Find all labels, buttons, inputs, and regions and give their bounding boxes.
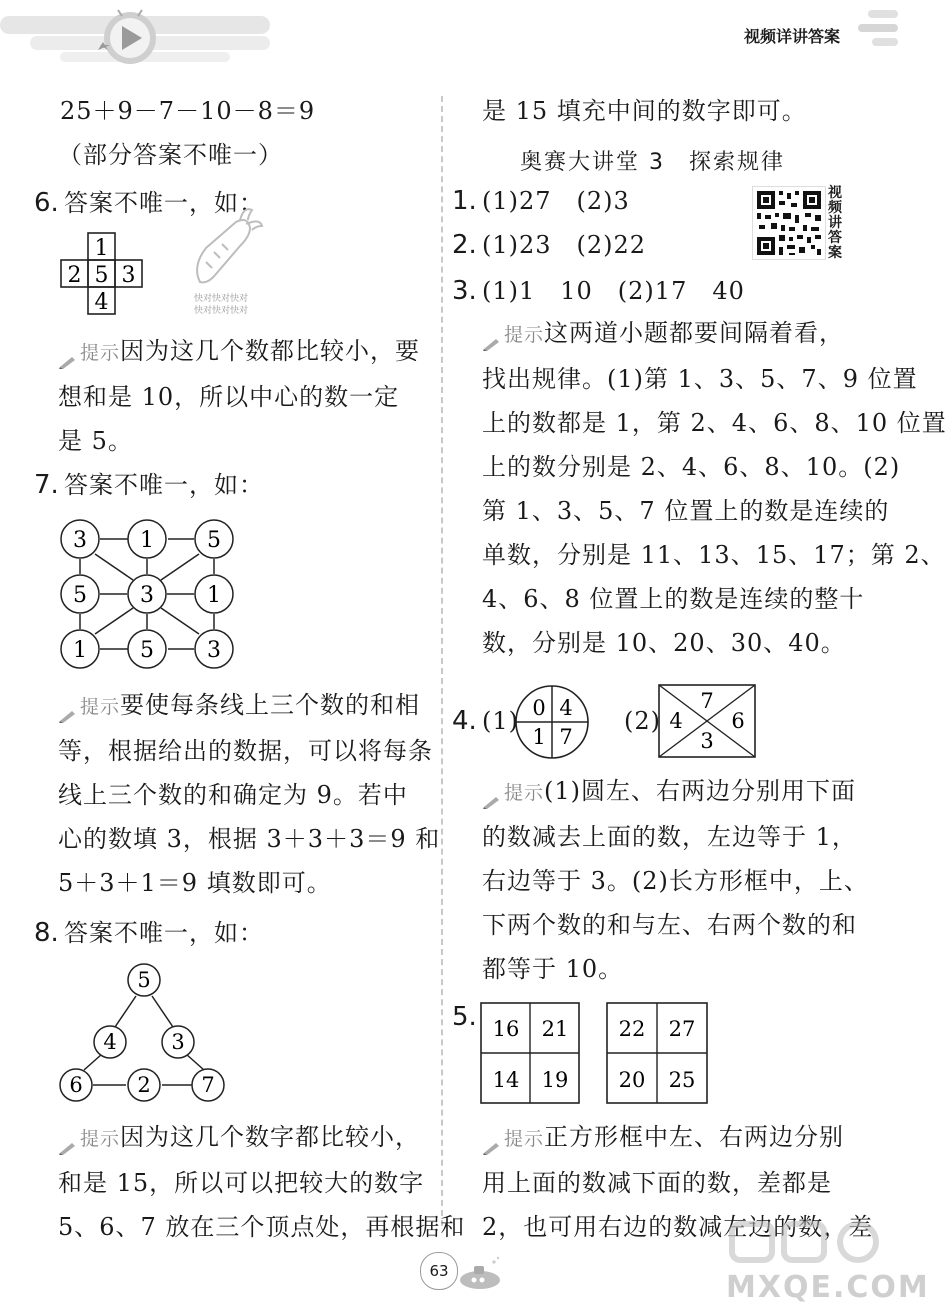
grid-b-br: 25 <box>668 1068 696 1092</box>
carrot-mascot-icon <box>186 204 266 288</box>
circle-bl: 1 <box>532 725 546 749</box>
pencil-icon <box>482 786 500 800</box>
q7-hint-label: 提示 <box>80 696 121 718</box>
q7-grid-diagram <box>58 516 238 676</box>
cross-left: 2 <box>67 263 82 288</box>
q7-hint-line-2: 等，根据给出的数据，可以将每条 <box>58 737 433 765</box>
r-q3-hint-line-1: 这两道小题都要间隔着看， <box>544 319 845 347</box>
page-number-badge <box>420 1252 458 1290</box>
header-title: 视频详讲答案 <box>744 27 841 46</box>
q8-hint <box>58 1122 465 1242</box>
q6-answer: 答案不唯一，如： <box>64 189 264 217</box>
r-q4-hint-line-3: 右边等于 3。(2)长方形框中，上、 <box>482 867 869 895</box>
tri-bottom-right: 7 <box>201 1073 215 1097</box>
r-q3-hint-line-3: 上的数都是 1，第 2、4、6、8、10 位置 <box>482 409 947 437</box>
q6-hint-line-3: 是 5。 <box>58 427 133 455</box>
rect-top: 7 <box>700 689 714 713</box>
grid-cell-5: 3 <box>140 583 154 608</box>
grid-b-tr: 27 <box>668 1017 696 1041</box>
cross-center: 5 <box>94 263 109 288</box>
q6-number: 6. <box>34 188 59 218</box>
top-note: （部分答案不唯一） <box>58 141 283 169</box>
pencil-icon <box>58 700 76 714</box>
r-q3-hint-line-6: 单数，分别是 11、13、15、17；第 2、 <box>482 541 946 569</box>
cross-top: 1 <box>94 236 109 261</box>
r-q4-rect-diagram <box>658 684 756 758</box>
q6-cross-diagram <box>60 232 144 316</box>
right-top-line: 是 15 填充中间的数字即可。 <box>482 97 807 125</box>
rect-right: 6 <box>731 709 745 733</box>
r-q3-hint-line-7: 4、6、8 位置上的数是连续的整十 <box>482 585 865 613</box>
r-q3-hint-label: 提示 <box>504 324 545 346</box>
qr-caption: 视频讲答案 <box>828 185 842 261</box>
header-banner <box>0 0 300 80</box>
r-q4-hint-line-1: (1)圆左、右两边分别用下面 <box>544 777 857 805</box>
q7-answer: 答案不唯一，如： <box>64 471 264 499</box>
grid-b-tl: 22 <box>618 1017 646 1041</box>
q8-hint-label: 提示 <box>80 1128 121 1150</box>
pencil-icon <box>58 1132 76 1146</box>
q6-hint-line-2: 想和是 10，所以中心的数一定 <box>58 383 400 411</box>
grid-a-br: 19 <box>541 1068 569 1092</box>
page-number: 63 <box>429 1262 449 1280</box>
grid-b-bl: 20 <box>618 1068 646 1092</box>
column-divider <box>441 96 443 1226</box>
grid-cell-4: 5 <box>73 583 87 608</box>
grid-cell-2: 1 <box>140 528 154 553</box>
tri-bottom-left: 6 <box>69 1073 83 1097</box>
r-q5-hint-label: 提示 <box>504 1128 545 1150</box>
cross-right: 3 <box>121 263 136 288</box>
q7-hint <box>58 690 440 898</box>
r-q3-hint-line-5: 第 1、3、5、7 位置上的数是连续的 <box>482 497 890 525</box>
r-q4-part2-label: (2) <box>624 707 661 735</box>
grid-cell-7: 1 <box>73 638 87 663</box>
q8-triangle-diagram <box>58 960 228 1106</box>
grid-a-tr: 21 <box>541 1017 569 1041</box>
q8-hint-line-2: 和是 15，所以可以把较大的数字 <box>58 1169 425 1197</box>
grid-a-bl: 14 <box>492 1068 520 1092</box>
r-q4-hint-line-5: 都等于 10。 <box>482 955 624 983</box>
carrot-caption-1: 快对快对快对 <box>194 294 249 304</box>
r-q4-hint-label: 提示 <box>504 782 545 804</box>
r-q5-hint-line-2: 用上面的数减下面的数，差都是 <box>482 1169 832 1197</box>
r-q5-grid-b <box>606 1002 708 1104</box>
r-q4-hint-line-4: 下两个数的和与左、右两个数的和 <box>482 911 857 939</box>
watermark-text: MXQE.COM <box>726 1270 930 1305</box>
grid-cell-8: 5 <box>140 638 154 663</box>
q6-hint-label: 提示 <box>80 342 121 364</box>
q8-number: 8. <box>34 918 59 948</box>
rect-bottom: 3 <box>700 729 714 753</box>
r-q3-text: (1)1 10 (2)17 40 <box>482 277 745 305</box>
tri-mid-right: 3 <box>171 1030 185 1054</box>
circle-tr: 4 <box>559 696 573 720</box>
r-q3-number: 3. <box>452 276 477 306</box>
r-q5-hint-line-1: 正方形框中左、右两边分别 <box>544 1123 845 1151</box>
r-q5-grid-a <box>480 1002 580 1104</box>
q8-hint-line-1: 因为这几个数字都比较小， <box>120 1123 421 1151</box>
circle-tl: 0 <box>532 696 546 720</box>
r-q4-number: 4. <box>452 706 477 736</box>
cross-bottom: 4 <box>94 290 109 315</box>
r-q2-text: (1)23 (2)22 <box>482 231 647 259</box>
tri-top: 5 <box>137 968 151 992</box>
grid-cell-3: 5 <box>207 528 221 553</box>
r-q4-circle-diagram <box>514 684 590 760</box>
q6-hint <box>58 336 420 456</box>
r-q3-hint-line-2: 找出规律。(1)第 1、3、5、7、9 位置 <box>482 365 918 393</box>
r-q2-number: 2. <box>452 230 477 260</box>
q7-hint-line-5: 5＋3＋1＝9 填数即可。 <box>58 869 332 897</box>
q7-hint-line-3: 线上三个数的和确定为 9。若中 <box>58 781 408 809</box>
r-q3-hint <box>482 318 947 658</box>
header-deco-bars <box>858 8 900 58</box>
q7-number: 7. <box>34 470 59 500</box>
r-q4-hint-line-2: 的数减去上面的数，左边等于 1， <box>482 823 857 851</box>
top-equation: 25＋9－7－10－8＝9 <box>60 97 316 125</box>
circle-br: 7 <box>559 725 573 749</box>
q8-answer: 答案不唯一，如： <box>64 919 264 947</box>
r-q4-hint <box>482 776 869 984</box>
r-q5-number: 5. <box>452 1002 477 1032</box>
grid-a-tl: 16 <box>492 1017 520 1041</box>
r-q3-hint-line-8: 数，分别是 10、20、30、40。 <box>482 629 846 657</box>
r-q5-hint-line-3: 2，也可用右边的数减左边的数，差 <box>482 1213 874 1241</box>
carrot-caption-2: 快对快对快对 <box>194 306 249 316</box>
section-title: 奥赛大讲堂 3 探索规律 <box>520 150 785 175</box>
r-q3-hint-line-4: 上的数分别是 2、4、6、8、10。(2) <box>482 453 901 481</box>
r-q1-number: 1. <box>452 186 477 216</box>
tri-bottom-mid: 2 <box>137 1073 151 1097</box>
tri-mid-left: 4 <box>103 1030 117 1054</box>
q7-hint-line-1: 要使每条线上三个数的和相 <box>120 691 421 719</box>
pencil-icon <box>482 328 500 342</box>
grid-cell-1: 3 <box>73 528 87 553</box>
q8-hint-line-3: 5、6、7 放在三个顶点处，再根据和 <box>58 1213 466 1241</box>
rect-left: 4 <box>669 709 683 733</box>
q7-hint-line-4: 心的数填 3，根据 3＋3＋3＝9 和 <box>58 825 441 853</box>
grid-cell-6: 1 <box>207 583 221 608</box>
q6-hint-line-1: 因为这几个数都比较小，要 <box>120 337 421 365</box>
pencil-icon <box>58 346 76 360</box>
r-q1-text: (1)27 (2)3 <box>482 187 630 215</box>
submarine-icon <box>456 1256 504 1292</box>
r-q4-part1-label: (1) <box>482 707 519 735</box>
grid-cell-9: 3 <box>207 638 221 663</box>
qr-code-icon[interactable] <box>752 186 826 260</box>
pencil-icon <box>482 1132 500 1146</box>
